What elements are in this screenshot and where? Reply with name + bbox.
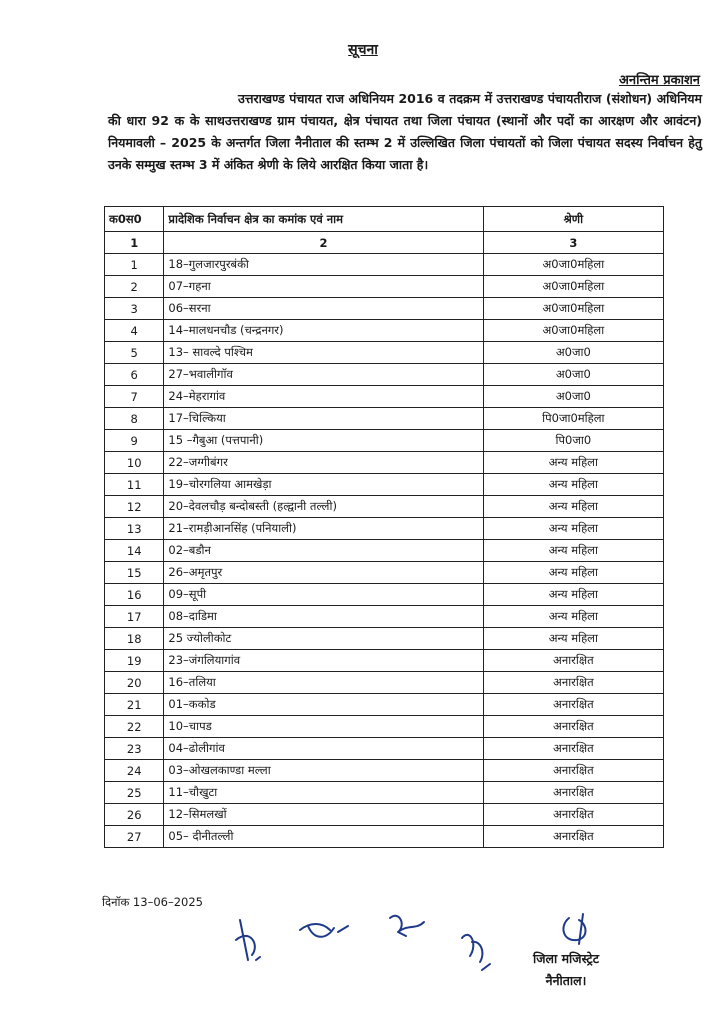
row-serial: 3 xyxy=(105,298,164,320)
table-row xyxy=(105,760,664,782)
row-category: पि0जा0महिला xyxy=(483,408,663,430)
column-number: 2 xyxy=(164,232,483,254)
magistrate-block xyxy=(533,948,599,992)
row-category: अनारक्षित xyxy=(483,694,663,716)
row-category: अनारक्षित xyxy=(483,782,663,804)
table-row xyxy=(105,584,664,606)
table-row xyxy=(105,518,664,540)
table-row xyxy=(105,474,664,496)
row-serial: 2 xyxy=(105,276,164,298)
row-constituency: 16–तलिया xyxy=(164,672,483,694)
row-constituency: 23–जंगलियागांव xyxy=(164,650,483,672)
signature-mark xyxy=(236,920,260,960)
table-header-row xyxy=(105,207,664,232)
column-number-row xyxy=(105,232,664,254)
table-row xyxy=(105,826,664,848)
row-category: अन्य महिला xyxy=(483,518,663,540)
row-constituency: 01–ककोड xyxy=(164,694,483,716)
row-serial: 26 xyxy=(105,804,164,826)
row-constituency: 11–चौखुटा xyxy=(164,782,483,804)
row-serial: 8 xyxy=(105,408,164,430)
table-row xyxy=(105,386,664,408)
row-serial: 17 xyxy=(105,606,164,628)
row-constituency: 26–अमृतपुर xyxy=(164,562,483,584)
row-category: अनारक्षित xyxy=(483,804,663,826)
row-category: अन्य महिला xyxy=(483,496,663,518)
row-category: अ0जा0महिला xyxy=(483,276,663,298)
signature-mark xyxy=(300,924,348,937)
table-row xyxy=(105,672,664,694)
magistrate-signature xyxy=(555,910,615,950)
notice-date: दिनॉक 13–06–2025 xyxy=(102,895,203,909)
table-row xyxy=(105,342,664,364)
row-category: अनारक्षित xyxy=(483,738,663,760)
row-category: अ0जा0 xyxy=(483,364,663,386)
reservation-table xyxy=(104,206,664,848)
notice-paragraph: उत्तराखण्ड पंचायत राज अधिनियम 2016 व तदक्रम में उत्तराखण्ड पंचायतीराज (संशोधन) अधिनियम की धारा 92 क के साथउत्तराखण्ड ग्राम पंचायत, क्षेत्र पंचायत तथा जिला पंचायत (स्थानों और पदों का आरक्षण और आवंटन) नियमावली – 2025 के अन्तर्गत जिला नैनीताल की स्तम्भ 2 में उल्लिखित जिला पंचायतों को जिला पंचायत सदस्य निर्वाचन हेतु उनके सम्मुख स्तम्भ 3 में अंकित श्रेणी के लिये आरक्षित किया जाता है। xyxy=(108,91,702,172)
table-row xyxy=(105,606,664,628)
row-category: पि0जा0 xyxy=(483,430,663,452)
row-constituency: 09–सूपी xyxy=(164,584,483,606)
row-serial: 27 xyxy=(105,826,164,848)
table-row xyxy=(105,716,664,738)
row-constituency: 15 –गैबुआ (पत्तपानी) xyxy=(164,430,483,452)
signature-mark xyxy=(462,935,490,970)
row-constituency: 17–चिल्किया xyxy=(164,408,483,430)
row-constituency: 02–बडौन xyxy=(164,540,483,562)
header-serial: क0स0 xyxy=(105,207,164,232)
row-constituency: 25 ज्योलीकोट xyxy=(164,628,483,650)
row-constituency: 21–रामड़ीआनसिंह (पनियाली) xyxy=(164,518,483,540)
row-constituency: 27–भवालीगॉव xyxy=(164,364,483,386)
row-category: अ0जा0महिला xyxy=(483,298,663,320)
row-constituency: 24–मेहरागांव xyxy=(164,386,483,408)
row-category: अनारक्षित xyxy=(483,650,663,672)
row-constituency: 07–गहना xyxy=(164,276,483,298)
table-row xyxy=(105,254,664,276)
notice-title: सूचना xyxy=(348,42,378,58)
row-serial: 18 xyxy=(105,628,164,650)
provisional-publication-label: अनन्तिम प्रकाशन xyxy=(618,73,700,88)
row-category: अन्य महिला xyxy=(483,452,663,474)
table-row xyxy=(105,452,664,474)
magistrate-place: नैनीताल। xyxy=(545,973,587,988)
row-category: अनारक्षित xyxy=(483,826,663,848)
row-serial: 19 xyxy=(105,650,164,672)
row-constituency: 08–दाडिमा xyxy=(164,606,483,628)
row-constituency: 04–ढोलीगांव xyxy=(164,738,483,760)
row-serial: 20 xyxy=(105,672,164,694)
table-row xyxy=(105,782,664,804)
row-serial: 1 xyxy=(105,254,164,276)
table-row xyxy=(105,650,664,672)
table-row xyxy=(105,694,664,716)
row-constituency: 10–चापड xyxy=(164,716,483,738)
row-serial: 21 xyxy=(105,694,164,716)
row-category: अन्य महिला xyxy=(483,562,663,584)
row-serial: 7 xyxy=(105,386,164,408)
row-serial: 9 xyxy=(105,430,164,452)
row-category: अन्य महिला xyxy=(483,474,663,496)
row-serial: 4 xyxy=(105,320,164,342)
header-category: श्रेणी xyxy=(483,207,663,232)
row-category: अनारक्षित xyxy=(483,672,663,694)
row-serial: 13 xyxy=(105,518,164,540)
row-serial: 5 xyxy=(105,342,164,364)
row-constituency: 06–सरना xyxy=(164,298,483,320)
row-serial: 14 xyxy=(105,540,164,562)
row-constituency: 18–गुलजारपुरबंकी xyxy=(164,254,483,276)
row-constituency: 20–देवलचौड़ बन्दोबस्ती (हल्द्वानी तल्ली) xyxy=(164,496,483,518)
row-category: अन्य महिला xyxy=(483,584,663,606)
row-constituency: 12–सिमलखों xyxy=(164,804,483,826)
table-row xyxy=(105,298,664,320)
table-row xyxy=(105,562,664,584)
row-serial: 23 xyxy=(105,738,164,760)
row-constituency: 14–मालधनचौड (चन्द्रनगर) xyxy=(164,320,483,342)
table-row xyxy=(105,628,664,650)
row-serial: 10 xyxy=(105,452,164,474)
official-signatures xyxy=(230,900,550,990)
table-row xyxy=(105,496,664,518)
table-row xyxy=(105,804,664,826)
row-constituency: 03–ओखलकाण्डा मल्ला xyxy=(164,760,483,782)
table-row xyxy=(105,364,664,386)
row-category: अ0जा0 xyxy=(483,386,663,408)
row-serial: 15 xyxy=(105,562,164,584)
row-serial: 24 xyxy=(105,760,164,782)
column-number: 3 xyxy=(483,232,663,254)
magistrate-title: जिला मजिस्ट्रेट xyxy=(533,951,600,966)
row-constituency: 19–चोरगलिया आमखेड़ा xyxy=(164,474,483,496)
row-serial: 25 xyxy=(105,782,164,804)
row-category: अ0जा0महिला xyxy=(483,320,663,342)
table-row xyxy=(105,738,664,760)
row-category: अ0जा0 xyxy=(483,342,663,364)
row-serial: 12 xyxy=(105,496,164,518)
row-category: अनारक्षित xyxy=(483,760,663,782)
row-category: अ0जा0महिला xyxy=(483,254,663,276)
table-row xyxy=(105,320,664,342)
row-category: अन्य महिला xyxy=(483,540,663,562)
row-constituency: 13– सावल्दे पश्चिम xyxy=(164,342,483,364)
row-category: अनारक्षित xyxy=(483,716,663,738)
table-row xyxy=(105,540,664,562)
row-constituency: 05– दीनीतल्ली xyxy=(164,826,483,848)
row-constituency: 22–जग्गीबंगर xyxy=(164,452,483,474)
table-row xyxy=(105,408,664,430)
table-row xyxy=(105,276,664,298)
signature-mark xyxy=(390,916,424,936)
row-category: अन्य महिला xyxy=(483,606,663,628)
column-number: 1 xyxy=(105,232,164,254)
row-serial: 11 xyxy=(105,474,164,496)
row-serial: 6 xyxy=(105,364,164,386)
row-serial: 22 xyxy=(105,716,164,738)
table-row xyxy=(105,430,664,452)
row-category: अन्य महिला xyxy=(483,628,663,650)
header-constituency: प्रादेशिक निर्वाचन क्षेत्र का कमांक एवं नाम xyxy=(164,207,483,232)
row-serial: 16 xyxy=(105,584,164,606)
